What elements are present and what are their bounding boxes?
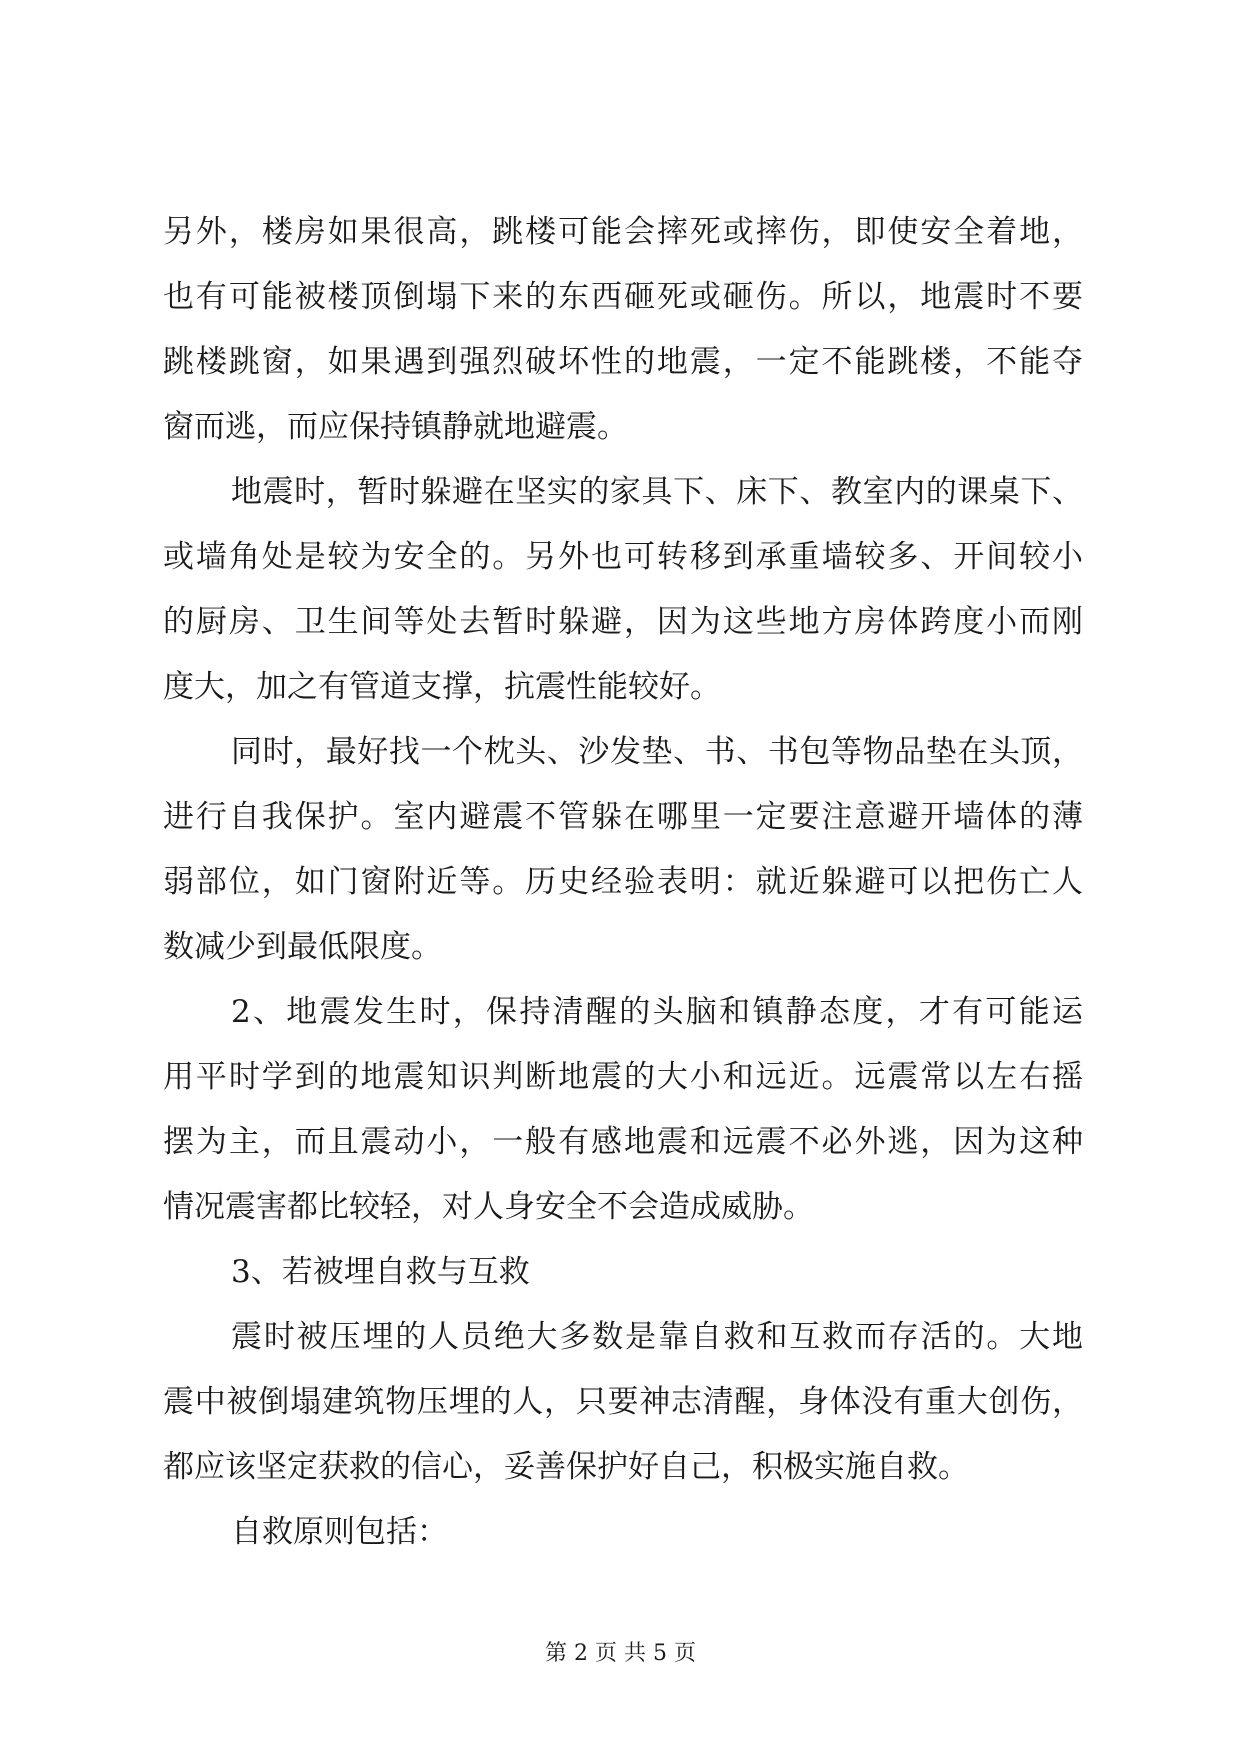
text-line: 地震时，暂时躲避在坚实的家具下、床下、教室内的课桌下、	[231, 474, 1083, 510]
paragraph	[163, 720, 1083, 980]
document-body	[163, 200, 1083, 1565]
text-line: 震中被倒塌建筑物压埋的人，只要神志清醒，身体没有重大创伤，	[163, 1384, 1083, 1420]
paragraph	[163, 460, 1083, 720]
paragraph	[163, 1305, 1083, 1500]
page-footer: 第 2 页 共 5 页	[545, 1641, 696, 1666]
text-line: 情况震害都比较轻，对人身安全不会造成威胁。	[163, 1189, 814, 1225]
text-line: 或墙角处是较为安全的。另外也可转移到承重墙较多、开间较小	[163, 539, 1083, 575]
text-line: 数减少到最低限度。	[163, 929, 442, 965]
text-line: 震时被压埋的人员绝大多数是靠自救和互救而存活的。大地	[231, 1319, 1083, 1355]
text-line: 自救原则包括：	[231, 1514, 448, 1550]
paragraph	[163, 200, 1083, 460]
text-line: 3、若被埋自救与互救	[231, 1254, 530, 1290]
text-line: 用平时学到的地震知识判断地震的大小和远近。远震常以左右摇	[163, 1059, 1083, 1095]
text-line: 摆为主，而且震动小，一般有感地震和远震不必外逃，因为这种	[163, 1124, 1083, 1160]
text-line: 另外，楼房如果很高，跳楼可能会摔死或摔伤，即使安全着地，	[163, 214, 1083, 250]
text-line: 同时，最好找一个枕头、沙发垫、书、书包等物品垫在头顶，	[231, 734, 1083, 770]
text-line: 也有可能被楼顶倒塌下来的东西砸死或砸伤。所以，地震时不要	[163, 279, 1083, 315]
paragraph	[163, 1240, 1083, 1305]
text-line: 窗而逃，而应保持镇静就地避震。	[163, 409, 628, 445]
text-line: 跳楼跳窗，如果遇到强烈破坏性的地震，一定不能跳楼，不能夺	[163, 344, 1083, 380]
text-line: 2、地震发生时，保持清醒的头脑和镇静态度，才有可能运	[231, 994, 1083, 1030]
text-line: 度大，加之有管道支撑，抗震性能较好。	[163, 669, 721, 705]
paragraph	[163, 1500, 1083, 1565]
text-line: 的厨房、卫生间等处去暂时躲避，因为这些地方房体跨度小而刚	[163, 604, 1083, 640]
text-line: 进行自我保护。室内避震不管躲在哪里一定要注意避开墙体的薄	[163, 799, 1083, 835]
text-line: 都应该坚定获救的信心，妥善保护好自己，积极实施自救。	[163, 1449, 969, 1485]
text-line: 弱部位，如门窗附近等。历史经验表明：就近躲避可以把伤亡人	[163, 864, 1083, 900]
paragraph	[163, 980, 1083, 1240]
